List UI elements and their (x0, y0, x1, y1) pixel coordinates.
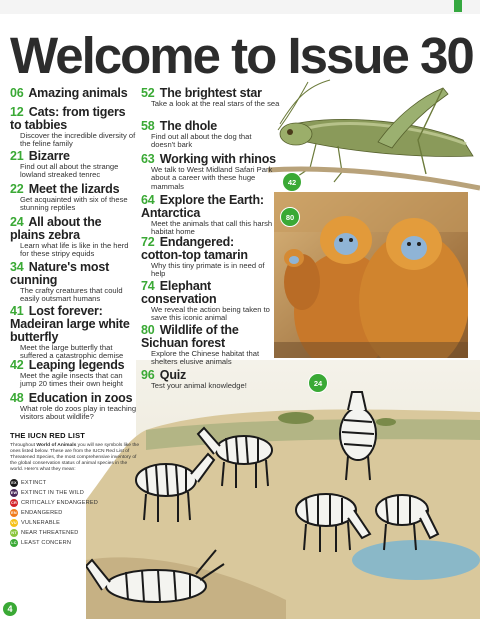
toc-entry-34[interactable]: 34 Nature's most cunning The crafty creatures that could easily outsmart humans (10, 260, 123, 304)
status-badge: CR (11, 501, 17, 505)
iucn-heading: THE IUCN RED LIST (10, 431, 86, 440)
toc-entry-12[interactable]: 12 Cats: from tigers to tabbies Discover the incredible diversity of the feline family (10, 105, 136, 149)
status-badge: LC (11, 541, 17, 545)
toc-entry-06[interactable]: 06 Amazing animals (10, 86, 128, 100)
status-badge: EN (11, 511, 17, 515)
legend-item: EX EXTINCT (11, 480, 47, 486)
toc-entry-21[interactable]: 21 Bizarre Find out all about the strange lowland streaked tenrec (10, 149, 119, 180)
page-number: 4 (3, 602, 17, 616)
toc-entry-96[interactable]: 96 Quiz Test your animal knowledge! (141, 368, 247, 390)
golden-monkeys-photo (274, 192, 468, 358)
status-badge: EW (10, 491, 18, 495)
legend-item: NT NEAR THREATENED (11, 530, 79, 536)
badge-monkeys: 80 (280, 207, 300, 227)
badge-zebras: 24 (308, 373, 328, 393)
toc-entry-64[interactable]: 64 Explore the Earth: Antarctica Meet the animals that call this harsh habitat home (141, 193, 273, 237)
legend-item: VU VULNERABLE (11, 520, 60, 526)
status-badge: NT (11, 531, 17, 535)
legend-item: EW EXTINCT IN THE WILD (10, 490, 84, 496)
toc-entry-48[interactable]: 48 Education in zoos What role do zoos play in teaching visitors about wildlife? (10, 391, 137, 422)
toc-entry-52[interactable]: 52 The brightest star Take a look at the real stars of the sea (141, 86, 280, 108)
toc-entry-58[interactable]: 58 The dhole Find out all about the dog that doesn't bark (141, 119, 252, 150)
legend-item: EN ENDANGERED (11, 510, 63, 516)
toc-entry-80[interactable]: 80 Wildlife of the Sichuan forest Explore the Chinese habitat that shelters elusive animals (141, 323, 260, 367)
top-strip (0, 0, 480, 14)
toc-entry-42[interactable]: 42 Leaping legends Meet the agile insects that can jump 20 times their own height (10, 358, 125, 389)
toc-entry-22[interactable]: 22 Meet the lizards Get acquainted with six of these stunning reptiles (10, 182, 128, 213)
toc-entry-41[interactable]: 41 Lost forever: Madeiran large white butterfly Meet the large butterfly that suffered a catastrophic demise (10, 304, 130, 361)
badge-grasshopper: 42 (282, 172, 302, 192)
toc-entry-74[interactable]: 74 Elephant conservation We reveal the action being taken to save this iconic animal (141, 279, 270, 323)
legend-item: LC LEAST CONCERN (11, 540, 72, 546)
status-badge: VU (11, 521, 17, 525)
zebras-illustration (86, 360, 480, 619)
page-title: Welcome to Issue 30 (10, 27, 473, 84)
status-badge: EX (11, 481, 17, 485)
toc-entry-72[interactable]: 72 Endangered: cotton-top tamarin Why this tiny primate is in need of help (141, 235, 265, 279)
toc-entry-24[interactable]: 24 All about the plains zebra Learn what life is like in the herd for these stripy equids (10, 215, 129, 259)
iucn-red-list-box (10, 431, 140, 473)
tab-marker (454, 0, 462, 12)
iucn-intro: Throughout World of Animals you will see symbols like the ones listed below. These are from the IUCN Red List of Threatened Species, the most comprehensive inventory of the global conservation status of animal species in the world. Here's what they mean: (10, 443, 140, 473)
toc-entry-63[interactable]: 63 Working with rhinos We talk to West Midland Safari Park about a career with these huge mammals (141, 152, 276, 191)
legend-item: CR CRITICALLY ENDANGERED (11, 500, 99, 506)
iucn-legend (10, 478, 98, 548)
